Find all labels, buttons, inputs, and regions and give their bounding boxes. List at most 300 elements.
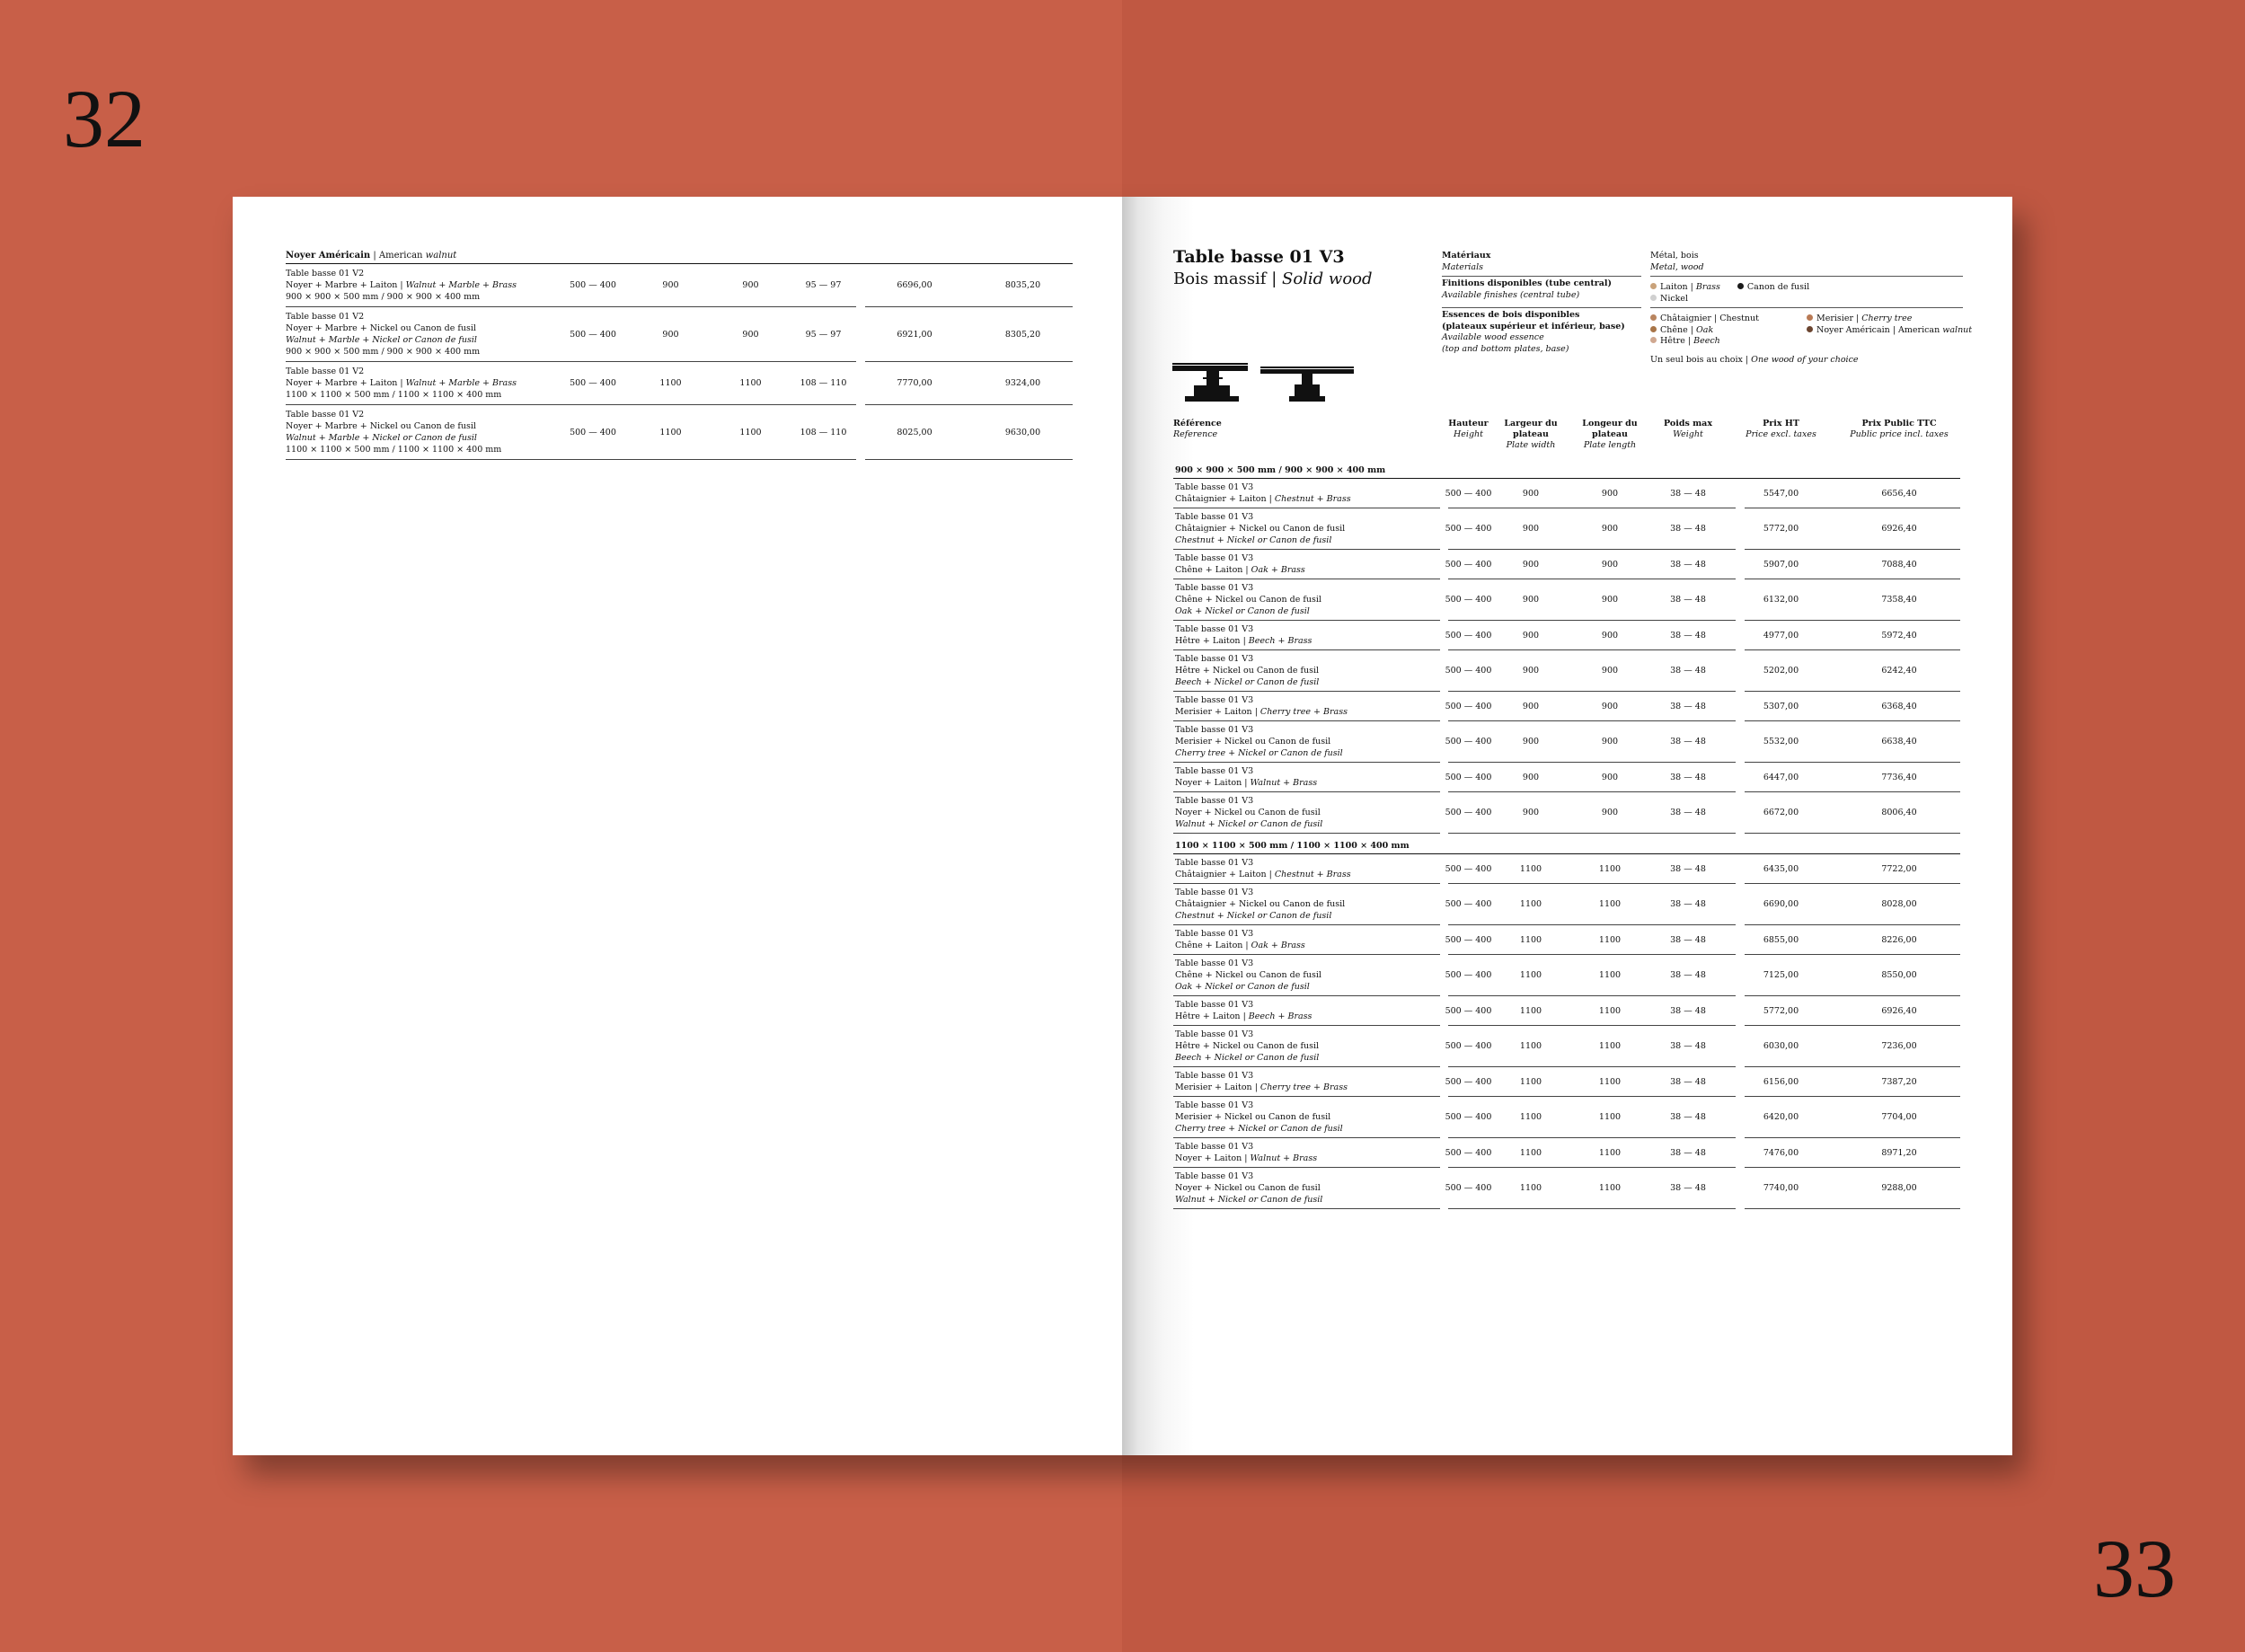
row-line2-fr: Châtaignier + Laiton | <box>1175 494 1275 504</box>
row-name: Table basse 01 V3 <box>1175 858 1254 868</box>
header-plate-length-en: Plate length <box>1583 440 1637 450</box>
cell-width: 900 <box>662 329 679 340</box>
wood-beech-en: Beech <box>1693 336 1720 346</box>
row-line3-wrap <box>1175 1052 1443 1064</box>
row-reference <box>1175 1171 1443 1206</box>
table-row <box>1173 854 1960 884</box>
cell-weight: 38 — 48 <box>1670 1076 1706 1087</box>
row-line3: Cherry tree + Nickel or Canon de fusil <box>1175 748 1343 758</box>
row-line2 <box>1175 1011 1443 1022</box>
row-line2 <box>1175 1182 1443 1194</box>
cell-plate-width: 1100 <box>1519 1183 1542 1193</box>
cell-price-ttc: 6638,40 <box>1881 737 1917 746</box>
cell-weight: 95 — 97 <box>805 329 842 340</box>
row-name: Table basse 01 V3 <box>1175 959 1254 968</box>
left-page <box>233 197 1122 1455</box>
wood-swatch-dot <box>1650 314 1657 321</box>
woods-row <box>1442 308 1973 368</box>
left-price-table <box>286 251 1073 460</box>
cell-price-ttc: 6926,40 <box>1881 1005 1917 1016</box>
row-line2-en: Cherry tree + Brass <box>1259 707 1348 717</box>
row-reference <box>1175 1070 1443 1093</box>
cell-plate-width: 1100 <box>1519 899 1542 909</box>
header-plate-width-fr: Largeur du plateau <box>1504 419 1558 439</box>
cell-plate-length: 1100 <box>1598 1147 1622 1158</box>
wood-oak-fr: Chêne | <box>1660 324 1696 335</box>
cell-price-ht: 5907,00 <box>1763 559 1799 570</box>
row-line2-fr: Chêne + Nickel ou Canon de fusil <box>1175 595 1321 605</box>
right-sections <box>1173 458 1960 1209</box>
row-name: Table basse 01 V2 <box>286 410 365 420</box>
row-line2-en: Walnut + Brass <box>1250 778 1318 788</box>
row-line2-fr: Chêne + Laiton | <box>1175 941 1251 950</box>
row-reference <box>1175 1100 1443 1135</box>
row-reference <box>1175 765 1443 789</box>
cell-height: 500 — 400 <box>570 280 616 290</box>
cell-height: 500 — 400 <box>1445 934 1492 945</box>
header-price-ttc <box>1838 419 1960 440</box>
cell-price-ht: 6447,00 <box>1763 772 1799 782</box>
right-page <box>1122 197 2012 1455</box>
cell-price-ttc: 6926,40 <box>1881 524 1917 534</box>
cell-weight: 38 — 48 <box>1670 666 1706 676</box>
row-reference <box>1175 481 1443 505</box>
cell-weight: 38 — 48 <box>1670 701 1706 711</box>
cell-length: 900 <box>742 280 759 290</box>
product-title: Table basse 01 V3 <box>1173 247 1345 267</box>
section-title-en: walnut <box>425 251 457 261</box>
cell-height: 500 — 400 <box>570 378 616 388</box>
header-reference-en: Reference <box>1173 429 1218 439</box>
cell-price-ht: 6435,00 <box>1763 863 1799 874</box>
row-line2-fr: Noyer + Marbre + Laiton | <box>286 378 406 388</box>
cell-price-ttc: 8035,20 <box>1004 280 1041 290</box>
cell-height: 500 — 400 <box>570 329 616 340</box>
cell-plate-length: 1100 <box>1598 863 1622 874</box>
row-name: Table basse 01 V3 <box>1175 796 1254 806</box>
row-reference <box>1175 887 1443 922</box>
cell-weight: 38 — 48 <box>1670 488 1706 499</box>
cell-plate-length: 900 <box>1601 595 1619 605</box>
cell-height: 500 — 400 <box>1445 970 1492 980</box>
row-line2 <box>1175 869 1443 880</box>
row-line3: Walnut + Marble + Nickel or Canon de fusil <box>286 335 477 345</box>
cell-plate-length: 900 <box>1601 630 1619 640</box>
cell-plate-width: 900 <box>1522 559 1540 570</box>
row-line2-en: Walnut + Brass <box>1250 1153 1318 1163</box>
left-rows <box>286 264 1073 460</box>
cell-plate-length: 900 <box>1601 666 1619 676</box>
woods-list <box>1650 308 1973 368</box>
table-row <box>1173 884 1960 925</box>
cell-price-ttc: 7088,40 <box>1881 559 1917 570</box>
row-reference <box>1175 552 1443 576</box>
header-plate-width <box>1494 419 1568 451</box>
row-line2 <box>1175 1040 1443 1052</box>
cell-plate-width: 1100 <box>1519 970 1542 980</box>
table-row <box>286 405 1073 460</box>
row-line3: Walnut + Nickel or Canon de fusil <box>1175 1195 1323 1205</box>
subtitle-fr: Bois massif | <box>1173 269 1282 288</box>
cell-plate-width: 900 <box>1522 595 1540 605</box>
cell-height: 500 — 400 <box>1445 630 1492 640</box>
row-line2-fr: Châtaignier + Nickel ou Canon de fusil <box>1175 899 1346 909</box>
row-reference <box>1175 795 1443 830</box>
cell-weight: 38 — 48 <box>1670 1183 1706 1193</box>
table-row <box>1173 1026 1960 1067</box>
row-line2-en: Chestnut + Brass <box>1274 870 1351 879</box>
table-row <box>1173 508 1960 550</box>
row-line2-fr: Hêtre + Nickel ou Canon de fusil <box>1175 1041 1320 1051</box>
cell-price-ht: 5532,00 <box>1763 737 1799 746</box>
cell-height: 500 — 400 <box>1445 524 1492 534</box>
header-price-ttc-en: Public price incl. taxes <box>1850 429 1949 439</box>
row-name: Table basse 01 V2 <box>286 367 365 376</box>
cell-plate-width: 900 <box>1522 630 1540 640</box>
cell-plate-length: 1100 <box>1598 1112 1622 1122</box>
cell-price-ht: 5772,00 <box>1763 524 1799 534</box>
row-line2-en: Walnut + Marble + Brass <box>405 280 517 290</box>
cell-weight: 38 — 48 <box>1670 559 1706 570</box>
row-line2-fr: Châtaignier + Nickel ou Canon de fusil <box>1175 524 1346 534</box>
row-line2 <box>1175 969 1443 981</box>
row-line2-fr: Noyer + Nickel ou Canon de fusil <box>1175 1183 1321 1193</box>
cell-height: 500 — 400 <box>1445 595 1492 605</box>
cell-price-ht: 6921,00 <box>897 329 932 340</box>
wood-beech-fr: Hêtre | <box>1660 336 1694 346</box>
row-name: Table basse 01 V3 <box>1175 1000 1254 1010</box>
woods-label-en-1: Available wood essence <box>1442 332 1544 342</box>
cell-plate-width: 900 <box>1522 808 1540 817</box>
row-line3-wrap <box>1175 981 1443 993</box>
row-line2 <box>1175 1082 1443 1093</box>
row-line2 <box>1175 736 1443 747</box>
wood-walnut <box>1807 324 1973 337</box>
row-line2 <box>1175 807 1443 818</box>
header-reference-fr: Référence <box>1173 419 1222 428</box>
row-line2 <box>1175 665 1443 676</box>
finishes-row <box>1442 277 1963 308</box>
finish-swatch-dot <box>1650 295 1657 301</box>
header-price-ht-en: Price excl. taxes <box>1746 429 1816 439</box>
cell-price-ht: 6132,00 <box>1763 595 1799 605</box>
table-row <box>1173 1067 1960 1097</box>
row-name: Table basse 01 V2 <box>286 312 365 322</box>
cell-weight: 38 — 48 <box>1670 524 1706 534</box>
row-line2-en: Chestnut + Brass <box>1274 494 1351 504</box>
row-line3: Beech + Nickel or Canon de fusil <box>1175 677 1320 687</box>
row-reference <box>1175 928 1443 951</box>
row-line3-wrap <box>286 334 555 346</box>
row-line3-wrap <box>1175 605 1443 617</box>
cell-price-ttc: 8226,00 <box>1881 934 1917 945</box>
row-line3: Cherry tree + Nickel or Canon de fusil <box>1175 1124 1343 1134</box>
row-line2-fr: Merisier + Nickel ou Canon de fusil <box>1175 1112 1331 1122</box>
table-row <box>1173 650 1960 692</box>
cell-weight: 38 — 48 <box>1670 970 1706 980</box>
product-title-block <box>1173 247 1373 288</box>
row-reference <box>1175 623 1443 647</box>
wood-choice-note <box>1650 355 1963 367</box>
header-price-ttc-fr: Prix Public TTC <box>1861 419 1937 428</box>
row-name: Table basse 01 V3 <box>1175 482 1254 492</box>
table-row <box>1173 1097 1960 1138</box>
cell-weight: 38 — 48 <box>1670 737 1706 746</box>
cell-price-ht: 6855,00 <box>1763 934 1799 945</box>
wood-walnut-fr: Noyer Américain | American <box>1816 324 1943 335</box>
cell-price-ttc: 7387,20 <box>1881 1076 1917 1087</box>
row-divider <box>1745 1208 1960 1209</box>
row-line2-fr: Noyer + Laiton | <box>1175 778 1251 788</box>
cell-price-ht: 7476,00 <box>1763 1147 1799 1158</box>
materials-row <box>1442 249 1963 277</box>
table-row <box>1173 721 1960 763</box>
row-name: Table basse 01 V2 <box>286 269 365 278</box>
row-line2 <box>1175 940 1443 951</box>
row-line2-fr: Noyer + Laiton | <box>1175 1153 1251 1163</box>
cell-plate-length: 1100 <box>1598 1076 1622 1087</box>
row-line3: Oak + Nickel or Canon de fusil <box>1175 606 1310 616</box>
cell-price-ttc: 7704,00 <box>1881 1112 1917 1122</box>
wood-choice-en: One wood of your choice <box>1751 354 1859 365</box>
page-number-left: 32 <box>63 73 146 164</box>
row-line3: Beech + Nickel or Canon de fusil <box>1175 1053 1320 1063</box>
cell-price-ht: 4977,00 <box>1763 630 1799 640</box>
row-line2-en: Beech + Brass <box>1248 636 1313 646</box>
cell-plate-width: 1100 <box>1519 1147 1542 1158</box>
cell-price-ttc: 5972,40 <box>1881 630 1917 640</box>
row-reference <box>1175 1141 1443 1164</box>
wood-swatch-dot <box>1807 314 1813 321</box>
row-line3-wrap <box>1175 534 1443 546</box>
row-line2 <box>286 279 555 291</box>
coffee-table-silhouette-icon <box>1172 351 1361 405</box>
row-reference <box>286 268 555 303</box>
header-height-en: Height <box>1454 429 1483 439</box>
table-row <box>1173 621 1960 650</box>
row-line2-fr: Chêne + Nickel ou Canon de fusil <box>1175 970 1321 980</box>
cell-height: 500 — 400 <box>570 427 616 437</box>
wood-beech <box>1650 336 1807 348</box>
cell-plate-length: 1100 <box>1598 970 1622 980</box>
finish-nickel <box>1650 294 1688 304</box>
cell-weight: 38 — 48 <box>1670 1005 1706 1016</box>
row-line3: Walnut + Marble + Nickel or Canon de fusil <box>286 433 477 443</box>
table-row <box>1173 1168 1960 1209</box>
row-line3: Chestnut + Nickel or Canon de fusil <box>1175 535 1332 545</box>
header-price-ht <box>1724 419 1838 440</box>
wood-chestnut-text: Châtaignier | Chestnut <box>1660 314 1759 323</box>
wood-oak-en: Oak <box>1696 324 1714 335</box>
cell-price-ht: 7770,00 <box>897 378 932 388</box>
header-height-fr: Hauteur <box>1448 419 1489 428</box>
table-row <box>1173 996 1960 1026</box>
cell-price-ht: 5772,00 <box>1763 1005 1799 1016</box>
cell-weight: 108 — 110 <box>800 427 847 437</box>
cell-plate-width: 1100 <box>1519 934 1542 945</box>
finishes-label-en: Available finishes (central tube) <box>1442 289 1580 300</box>
cell-plate-length: 1100 <box>1598 1005 1622 1016</box>
table-silhouette-icons <box>1172 351 1361 409</box>
finish-gunmetal <box>1737 282 1809 292</box>
row-line2-fr: Châtaignier + Laiton | <box>1175 870 1275 879</box>
cell-height: 500 — 400 <box>1445 1041 1492 1051</box>
cell-plate-length: 900 <box>1601 524 1619 534</box>
table-row <box>286 362 1073 405</box>
table-row <box>286 307 1073 362</box>
row-reference <box>1175 694 1443 718</box>
header-weight <box>1652 419 1724 440</box>
cell-width: 1100 <box>659 427 682 437</box>
row-line2 <box>1175 777 1443 789</box>
left-section-title <box>286 251 1073 264</box>
row-name: Table basse 01 V3 <box>1175 1142 1254 1152</box>
cell-plate-length: 900 <box>1601 559 1619 570</box>
table-row <box>1173 579 1960 621</box>
cell-weight: 38 — 48 <box>1670 1041 1706 1051</box>
section-title-sep: | <box>370 251 379 261</box>
subtitle-en: Solid wood <box>1281 269 1373 288</box>
table-row <box>1173 925 1960 955</box>
cell-plate-length: 1100 <box>1598 899 1622 909</box>
wood-chestnut <box>1650 314 1807 325</box>
row-line2-en: Oak + Brass <box>1251 565 1305 575</box>
finish-brass <box>1650 282 1720 292</box>
cell-height: 500 — 400 <box>1445 559 1492 570</box>
cell-height: 500 — 400 <box>1445 1005 1492 1016</box>
cell-plate-width: 1100 <box>1519 863 1542 874</box>
cell-weight: 38 — 48 <box>1670 1147 1706 1158</box>
cell-plate-length: 1100 <box>1598 1041 1622 1051</box>
row-line3: Chestnut + Nickel or Canon de fusil <box>1175 911 1332 921</box>
cell-weight: 108 — 110 <box>800 378 847 388</box>
row-line2 <box>1175 493 1443 505</box>
cell-length: 1100 <box>739 378 762 388</box>
section-title-en-prefix: American <box>378 251 426 261</box>
cell-length: 1100 <box>739 427 762 437</box>
cell-plate-width: 1100 <box>1519 1112 1542 1122</box>
cell-price-ht: 6420,00 <box>1763 1112 1799 1122</box>
cell-weight: 38 — 48 <box>1670 863 1706 874</box>
cell-height: 500 — 400 <box>1445 772 1492 782</box>
row-line2-fr: Hêtre + Nickel ou Canon de fusil <box>1175 666 1320 676</box>
row-name: Table basse 01 V3 <box>1175 1100 1254 1110</box>
row-dims: 1100 × 1100 × 500 mm / 1100 × 1100 × 400 mm <box>286 390 502 400</box>
finish-brass-en: Brass <box>1695 282 1720 292</box>
cell-price-ttc: 9288,00 <box>1881 1183 1917 1193</box>
cell-weight: 38 — 48 <box>1670 1112 1706 1122</box>
row-line2-fr: Noyer + Marbre + Nickel ou Canon de fusil <box>286 323 476 333</box>
cell-weight: 38 — 48 <box>1670 899 1706 909</box>
row-line3-wrap <box>1175 1194 1443 1206</box>
woods-label-1: Essences de bois disponibles <box>1442 310 1580 320</box>
row-dims: 900 × 900 × 500 mm / 900 × 900 × 400 mm <box>286 292 481 302</box>
wood-swatch-dot <box>1650 337 1657 343</box>
cell-height: 500 — 400 <box>1445 666 1492 676</box>
page-number-right: 33 <box>2093 1523 2176 1614</box>
cell-weight: 95 — 97 <box>805 280 842 290</box>
cell-height: 500 — 400 <box>1445 899 1492 909</box>
row-name: Table basse 01 V3 <box>1175 654 1254 664</box>
finish-nickel-fr: Nickel <box>1660 293 1689 304</box>
cell-price-ht: 5202,00 <box>1763 666 1799 676</box>
cell-plate-width: 900 <box>1522 666 1540 676</box>
cell-price-ttc: 8550,00 <box>1881 970 1917 980</box>
cell-plate-width: 1100 <box>1519 1005 1542 1016</box>
row-line3: Oak + Nickel or Canon de fusil <box>1175 982 1310 992</box>
wood-walnut-en: walnut <box>1942 324 1973 335</box>
cell-weight: 38 — 48 <box>1670 772 1706 782</box>
finish-swatch-dot <box>1650 283 1657 289</box>
section-size-title: 1100 × 1100 × 500 mm / 1100 × 1100 × 400 mm <box>1173 834 1960 854</box>
cell-price-ht: 6672,00 <box>1763 808 1799 817</box>
row-line2-en: Cherry tree + Brass <box>1259 1082 1348 1092</box>
row-line3: Walnut + Nickel or Canon de fusil <box>1175 819 1323 829</box>
row-line2 <box>1175 635 1443 647</box>
cell-price-ttc: 7736,40 <box>1881 772 1917 782</box>
row-line2 <box>286 377 555 389</box>
cell-price-ttc: 6242,40 <box>1881 666 1917 676</box>
row-line2-fr: Noyer + Marbre + Nickel ou Canon de fusil <box>286 421 476 431</box>
row-line2-fr: Merisier + Laiton | <box>1175 1082 1260 1092</box>
materials-value-en: Metal, wood <box>1650 261 1704 272</box>
cell-plate-width: 1100 <box>1519 1076 1542 1087</box>
row-line2 <box>1175 523 1443 534</box>
cell-plate-length: 1100 <box>1598 1183 1622 1193</box>
row-line3-wrap <box>1175 676 1443 688</box>
cell-price-ht: 8025,00 <box>897 427 932 437</box>
wood-cherry-fr: Merisier | <box>1816 314 1862 323</box>
row-reference <box>286 409 555 455</box>
cell-height: 500 — 400 <box>1445 1076 1492 1087</box>
product-properties <box>1442 249 1973 368</box>
cell-plate-length: 900 <box>1601 737 1619 746</box>
row-name: Table basse 01 V3 <box>1175 725 1254 735</box>
row-line2-fr: Merisier + Laiton | <box>1175 707 1260 717</box>
cell-price-ht: 5547,00 <box>1763 488 1799 499</box>
header-reference <box>1173 419 1443 440</box>
row-line2-fr: Hêtre + Laiton | <box>1175 636 1249 646</box>
cell-plate-length: 900 <box>1601 772 1619 782</box>
row-name: Table basse 01 V3 <box>1175 512 1254 522</box>
cell-height: 500 — 400 <box>1445 737 1492 746</box>
row-name: Table basse 01 V3 <box>1175 695 1254 705</box>
row-reference <box>286 311 555 358</box>
row-reference <box>1175 857 1443 880</box>
finish-brass-fr: Laiton | <box>1660 282 1696 292</box>
cell-price-ttc: 7236,00 <box>1881 1041 1917 1051</box>
cell-price-ht: 6156,00 <box>1763 1076 1799 1087</box>
row-line2 <box>286 322 555 334</box>
cell-price-ttc: 7722,00 <box>1881 863 1917 874</box>
row-reference <box>1175 511 1443 546</box>
cell-price-ttc: 7358,40 <box>1881 595 1917 605</box>
cell-height: 500 — 400 <box>1445 863 1492 874</box>
materials-label-en: Materials <box>1442 261 1483 272</box>
wood-oak <box>1650 325 1807 337</box>
cell-price-ttc: 8028,00 <box>1881 899 1917 909</box>
wood-swatch-dot <box>1650 326 1657 332</box>
row-line2 <box>1175 564 1443 576</box>
cell-plate-length: 900 <box>1601 808 1619 817</box>
cell-plate-length: 900 <box>1601 701 1619 711</box>
header-price-ht-fr: Prix HT <box>1763 419 1799 428</box>
row-line2-en: Oak + Brass <box>1251 941 1305 950</box>
cell-price-ht: 7125,00 <box>1763 970 1799 980</box>
row-dims: 1100 × 1100 × 500 mm / 1100 × 1100 × 400 mm <box>286 445 502 455</box>
cell-weight: 38 — 48 <box>1670 808 1706 817</box>
cell-price-ttc: 8971,20 <box>1881 1147 1917 1158</box>
